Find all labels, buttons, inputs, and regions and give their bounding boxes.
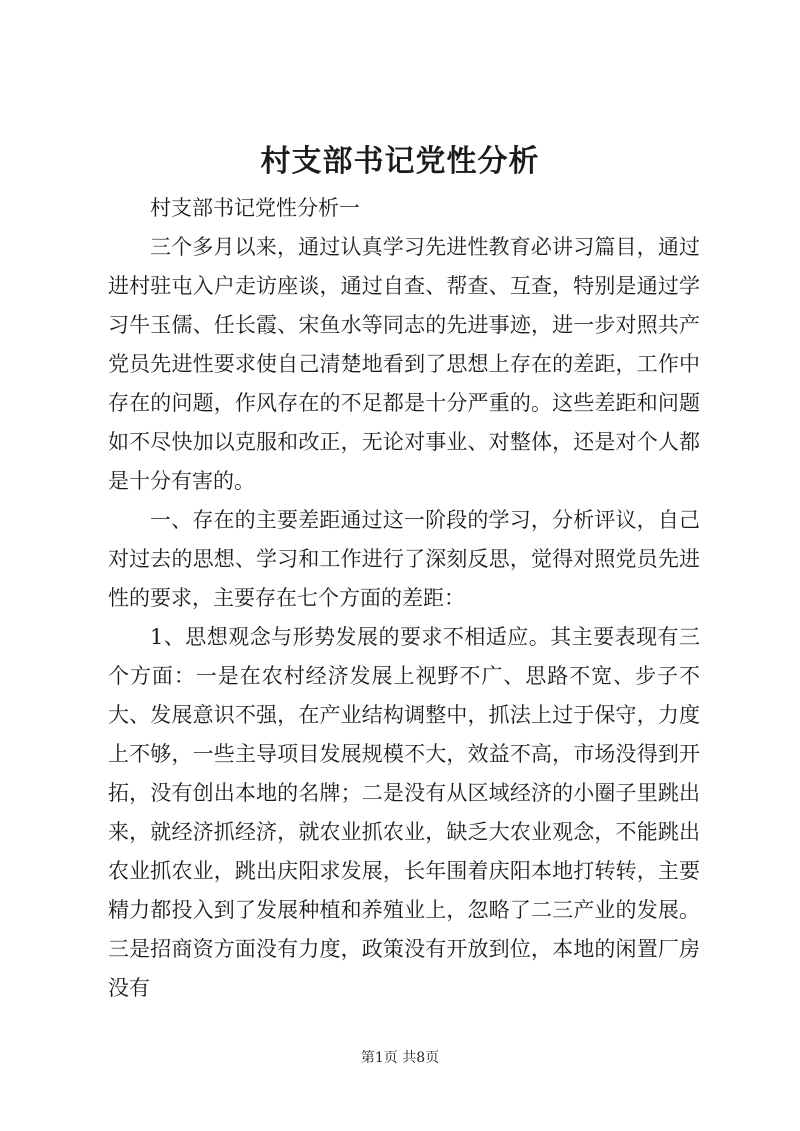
paragraph-subtitle: 村支部书记党性分析一 (150, 196, 360, 220)
paragraph-point-one: 1、思想观念与形势发展的要求不相适应。其主要表现有三个方面：一是在农村经济发展上视野不广、思路不宽、步子不大、发展意识不强，在产业结构调整中，抓法上过于保守，力度上不够，一些主导项目发展规模不大，效益不高，市场没得到开拓，没有创出本地的名牌；二是没有从区域经济的小圈子里跳出来，就经济抓经济，就农业抓农业，缺乏大农业观念，不能跳出农业抓农业，跳出庆阳求发展，长年围着庆阳本地打转转，主要精力都投入到了发展种植和养殖业上，忽略了二三产业的发展。三是招商资方面没有力度，政策没有开放到位，本地的闲置厂房没有 (108, 625, 700, 1000)
document-body (108, 189, 700, 1008)
page-number-footer: 第1页 共8页 (360, 1050, 440, 1066)
paragraph-section-one: 一、存在的主要差距通过这一阶段的学习，分析评议，自己对过去的思想、学习和工作进行了深刻反思，觉得对照党员先进性的要求，主要存在七个方面的差距： (108, 508, 700, 610)
document-title: 村支部书记党性分析 (260, 144, 540, 179)
paragraph-intro: 三个多月以来，通过认真学习先进性教育必讲习篇目，通过进村驻屯入户走访座谈，通过自查、帮查、互查，特别是通过学习牛玉儒、任长霞、宋鱼水等同志的先进事迹，进一步对照共产党员先进性要求使自己清楚地看到了思想上存在的差距，工作中存在的问题，作风存在的不足都是十分严重的。这些差距和问题如不尽快加以克服和改正，无论对事业、对整体，还是对个人都是十分有害的。 (108, 235, 700, 493)
